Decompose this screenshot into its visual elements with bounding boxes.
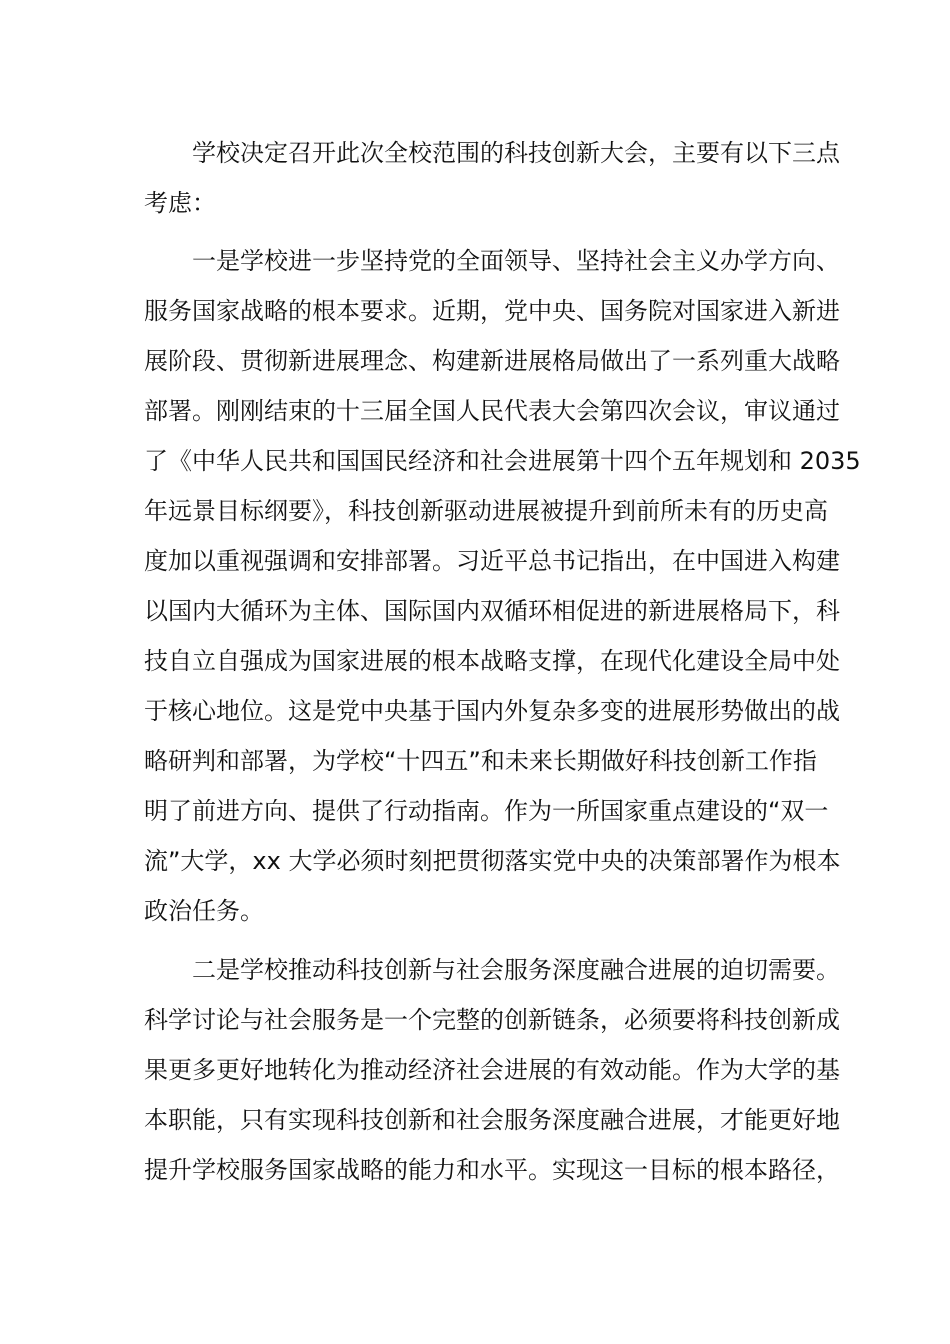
paragraph-intro	[144, 128, 840, 228]
text-line: 提升学校服务国家战略的能力和水平。实现这一目标的根本路径，	[144, 1156, 840, 1184]
text-line: 年远景目标纲要》，科技创新驱动进展被提升到前所未有的历史高	[144, 497, 828, 525]
text-line: 明了前进方向、提供了行动指南。作为一所国家重点建设的“双一	[144, 797, 829, 825]
paragraph-point-two	[144, 945, 840, 1195]
text-line: 于核心地位。这是党中央基于国内外复杂多变的进展形势做出的战	[144, 697, 840, 725]
text-line: 服务国家战略的根本要求。近期，党中央、国务院对国家进入新进	[144, 297, 840, 325]
text-line: 度加以重视强调和安排部署。习近平总书记指出，在中国进入构建	[144, 547, 840, 575]
text-line: 二是学校推动科技创新与社会服务深度融合进展的迫切需要。	[192, 956, 840, 984]
text-line: 本职能，只有实现科技创新和社会服务深度融合进展，才能更好地	[144, 1106, 840, 1134]
text-line: 以国内大循环为主体、国际国内双循环相促进的新进展格局下，科	[144, 597, 840, 625]
text-line: 流”大学，xx 大学必须时刻把贯彻落实党中央的决策部署作为根本	[144, 847, 841, 875]
text-line: 略研判和部署，为学校“十四五”和未来长期做好科技创新工作指	[144, 747, 817, 775]
text-line: 技自立自强成为国家进展的根本战略支撑，在现代化建设全局中处	[144, 647, 840, 675]
text-line: 考虑：	[144, 189, 216, 217]
text-line: 了《中华人民共和国国民经济和社会进展第十四个五年规划和 2035	[144, 447, 861, 475]
text-line: 展阶段、贯彻新进展理念、构建新进展格局做出了一系列重大战略	[144, 347, 840, 375]
text-line: 学校决定召开此次全校范围的科技创新大会，主要有以下三点	[192, 139, 840, 167]
text-line: 一是学校进一步坚持党的全面领导、坚持社会主义办学方向、	[192, 247, 840, 275]
text-line: 部署。刚刚结束的十三届全国人民代表大会第四次会议，审议通过	[144, 397, 840, 425]
text-line: 科学讨论与社会服务是一个完整的创新链条，必须要将科技创新成	[144, 1006, 840, 1034]
text-line: 政治任务。	[144, 897, 264, 925]
paragraph-point-one	[144, 236, 861, 936]
text-line: 果更多更好地转化为推动经济社会进展的有效动能。作为大学的基	[144, 1056, 840, 1084]
